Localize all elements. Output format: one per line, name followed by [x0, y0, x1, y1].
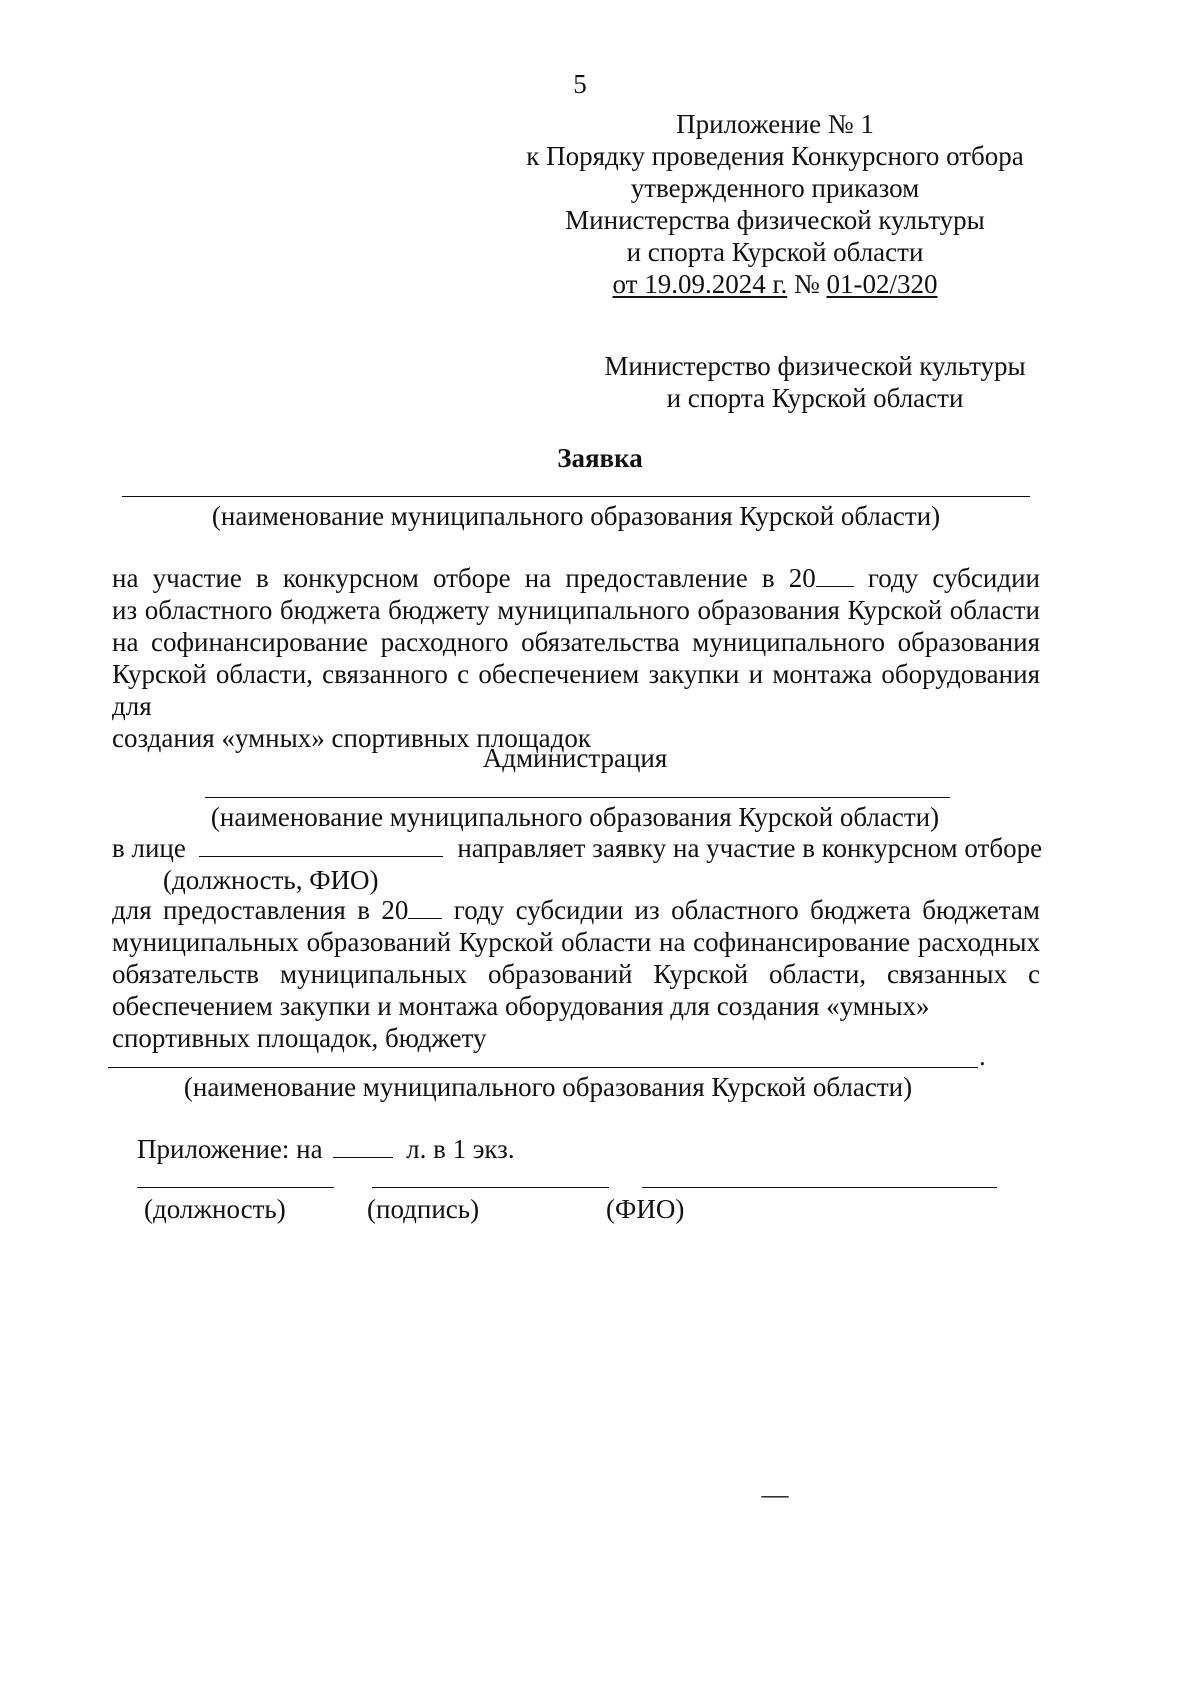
- order-number: 01-02/320: [826, 269, 938, 299]
- appendix-block: [520, 108, 1030, 300]
- municipality-blank-line-1: [122, 496, 1030, 497]
- paragraph-2-line-5: спортивных площадок, бюджету: [112, 1023, 487, 1053]
- paragraph-2-line-1: для предоставления в 20 году субсидии из областного бюджета бюджетам: [112, 895, 1040, 925]
- appendix-line-4: и спорта Курской области: [626, 237, 924, 267]
- addressee-line-2: и спорта Курской области: [666, 383, 964, 413]
- addressee-line-1: Министерство физической культуры: [604, 351, 1026, 381]
- person-blank: [199, 832, 443, 857]
- paragraph-provision: [112, 894, 1040, 1054]
- attachment-suffix: л. в 1 экз.: [406, 1134, 515, 1164]
- paragraph-1-line-3: на софинансирование расходного обязательства муниципального образования: [112, 627, 1040, 657]
- paragraph-1-line-5: создания «умных» спортивных площадок: [112, 723, 591, 753]
- order-number-label: №: [793, 269, 820, 299]
- attachment-blank: [333, 1133, 393, 1158]
- signature-position-caption: (должность): [144, 1194, 286, 1224]
- appendix-title: Приложение № 1: [676, 109, 874, 139]
- signature-name-caption: (ФИО): [606, 1194, 685, 1224]
- footer-dash: —: [761, 1479, 789, 1509]
- municipality-caption-2: (наименование муниципального образования Курской области): [210, 802, 940, 832]
- signature-sign-caption: (подпись): [367, 1194, 480, 1224]
- signature-position-line: [137, 1187, 334, 1188]
- paragraph-1-line-2: из областного бюджета бюджету муниципального образования Курской области: [112, 595, 1040, 625]
- paragraph-1-line-4: Курской области, связанного с обеспечением закупки и монтажа оборудования для: [112, 659, 1040, 721]
- paragraph-1-line-1: на участие в конкурсном отборе на предоставление в 20 году субсидии: [112, 563, 1040, 593]
- paragraph-2-line-4: обеспечением закупки и монтажа оборудования для создания «умных»: [112, 991, 930, 1021]
- page-number: 5: [573, 69, 587, 99]
- paragraph-2-line-3: обязательств муниципальных образований Курской области, связанных с: [112, 959, 1040, 989]
- attachment-prefix: Приложение: на: [137, 1134, 323, 1164]
- municipality-blank-line-2: [205, 797, 950, 798]
- person-suffix: направляет заявку на участие в конкурсном отборе: [457, 833, 1043, 863]
- signature-sign-line: [372, 1187, 609, 1188]
- appendix-line-2: утвержденного приказом: [630, 173, 920, 203]
- paragraph-2-line-2: муниципальных образований Курской области на софинансирование расходных: [112, 927, 1040, 957]
- paragraph-participation: [112, 562, 1040, 754]
- appendix-line-3: Министерства физической культуры: [565, 205, 985, 235]
- municipality-blank-line-3: [108, 1067, 978, 1068]
- document-heading: Заявка: [557, 443, 643, 473]
- order-date: от 19.09.2024 г.: [612, 269, 788, 299]
- signature-name-line: [642, 1187, 997, 1188]
- appendix-order-ref: [520, 268, 1030, 300]
- period-mark: .: [979, 1041, 986, 1071]
- addressee-block: [600, 350, 1030, 414]
- attachment-line: [137, 1133, 515, 1165]
- person-line: [112, 832, 1043, 864]
- municipality-caption-1: (наименование муниципального образования Курской области): [211, 501, 941, 531]
- person-caption: (должность, ФИО): [163, 865, 379, 895]
- administration-label: Администрация: [482, 743, 668, 773]
- person-prefix: в лице: [112, 833, 186, 863]
- municipality-caption-3: (наименование муниципального образования Курской области): [183, 1072, 913, 1102]
- appendix-line-1: к Порядку проведения Конкурсного отбора: [526, 141, 1024, 171]
